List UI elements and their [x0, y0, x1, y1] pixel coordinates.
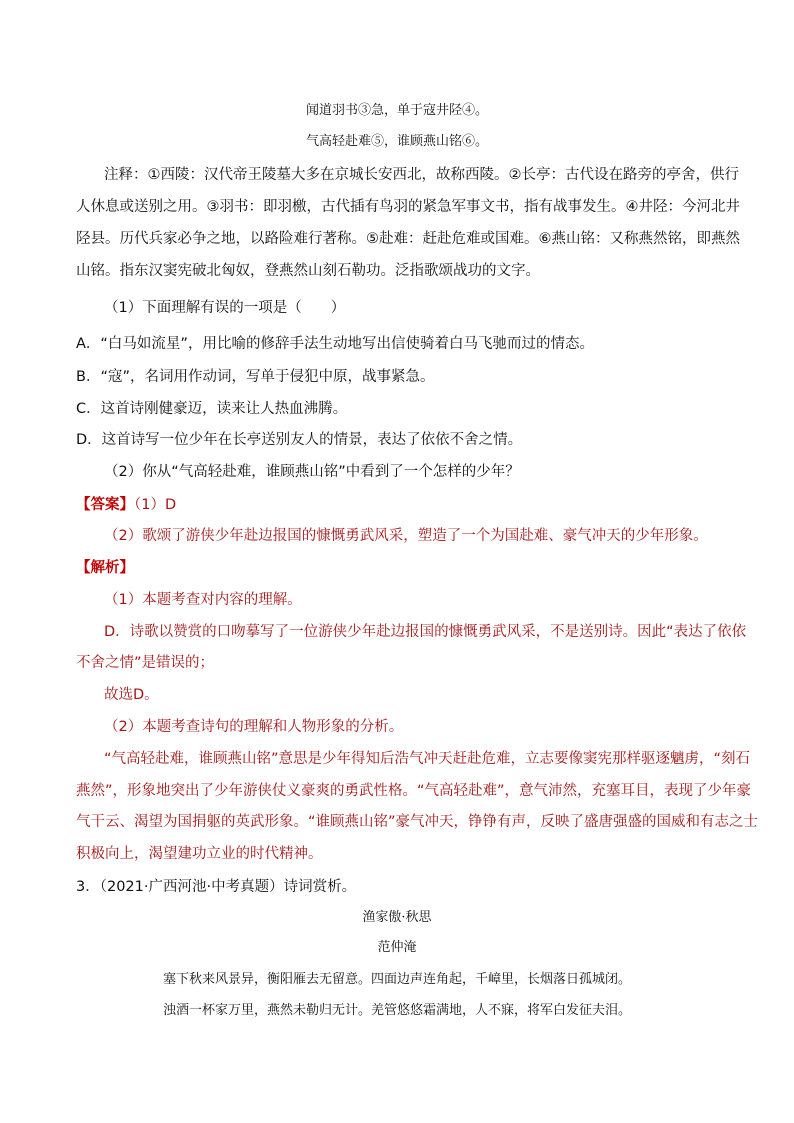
answer-block — [76, 494, 724, 516]
answer-tag: 【答案】 — [76, 497, 134, 513]
analysis-p3: 故选D。 — [104, 687, 159, 703]
analysis-p5a: “气高轻赴难，谁顾燕山铭”意思是少年得知后浩气冲天赶赴危难，立志要像窦宪那样驱逐魑虏，“刻石 — [104, 751, 751, 767]
notes-line-4: 山铭。指东汉窦宪破北匈奴，登燕然山刻石勒功。泛指歌颂战功的文字。 — [76, 263, 540, 279]
poem-title: 渔家傲·秋思 — [362, 910, 432, 925]
question-3-header: 3．（2021·广西河池·中考真题）诗词赏析。 — [76, 879, 357, 895]
poem-verse-2: 浊酒一杯家万里，燕然未勒归无计。羌管悠悠霜满地，人不寐，将军白发征夫泪。 — [162, 1003, 631, 1018]
poem-author: 范仲淹 — [377, 940, 417, 955]
analysis-p5c: 气干云、渴望为国捐躯的英武形象。“谁顾燕山铭”豪气冲天，铮铮有声，反映了盛唐强盛的国威和有志之士 — [76, 814, 759, 830]
option-b: B．“寇”，名词用作动词，写单于侵犯中原，战事紧急。 — [76, 369, 435, 385]
option-a: A．“白马如流星”，用比喻的修辞手法生动地写出信使骑着白马飞驰而过的情态。 — [76, 336, 594, 352]
poem-line-2: 气高轻赴难⑤，谁顾燕山铭⑥。 — [305, 134, 488, 149]
poem-line-1: 闻道羽书③急，单于寇井陉④。 — [305, 103, 488, 118]
question-2-stem: （2）你从“气高轻赴难，谁顾燕山铭”中看到了一个怎样的少年？ — [104, 464, 520, 480]
analysis-p5d: 积极向上，渴望建功立业的时代精神。 — [76, 846, 323, 862]
analysis-p5b: 燕然”，形象地突出了少年游侠仗义豪爽的勇武性格。“气高轻赴难”，意气沛然，充塞耳目，表现了少年豪 — [76, 783, 752, 799]
option-c: C．这首诗刚健豪迈，读来让人热血沸腾。 — [76, 401, 348, 417]
analysis-p2b: 不舍之情”是错误的； — [76, 655, 215, 671]
analysis-p2a: D．诗歌以赞赏的口吻摹写了一位游侠少年赴边报国的慷慨勇武风采，不是送别诗。因此“表达了依依 — [104, 624, 747, 640]
notes-line-1: 注释：①西陵：汉代帝王陵墓大多在京城长安西北，故称西陵。②长亭：古代设在路旁的亭舍，供行 — [104, 167, 739, 183]
option-d: D．这首诗写一位少年在长亭送别友人的情景，表达了依依不舍之情。 — [76, 432, 523, 448]
analysis-p1: （1）本题考查对内容的理解。 — [104, 592, 302, 608]
question-1-stem: （1）下面理解有误的一项是（ ） — [104, 300, 346, 316]
analysis-p4: （2）本题考查诗句的理解和人物形象的分析。 — [104, 719, 404, 735]
notes-line-3: 陉县。历代兵家必争之地，以路险难行著称。⑤赴难：赶赴危难或国难。⑥燕山铭：又称燕然铭，即燕然 — [76, 231, 740, 247]
answer-2: （2）歌颂了游侠少年赴边报国的慷慨勇武风采，塑造了一个为国赴难、豪气冲天的少年形象。 — [104, 528, 708, 544]
poem-verse-1: 塞下秋来风景异，衡阳雁去无留意。四面边声连角起，千嶂里，长烟落日孤城闭。 — [162, 972, 631, 987]
answer-1: （1）D — [134, 497, 177, 513]
notes-line-2: 人休息或送别之用。③羽书：即羽檄，古代插有鸟羽的紧急军事文书，指有战事发生。④井陉：今河北井 — [76, 199, 740, 215]
analysis-tag: 【解析】 — [76, 560, 134, 576]
